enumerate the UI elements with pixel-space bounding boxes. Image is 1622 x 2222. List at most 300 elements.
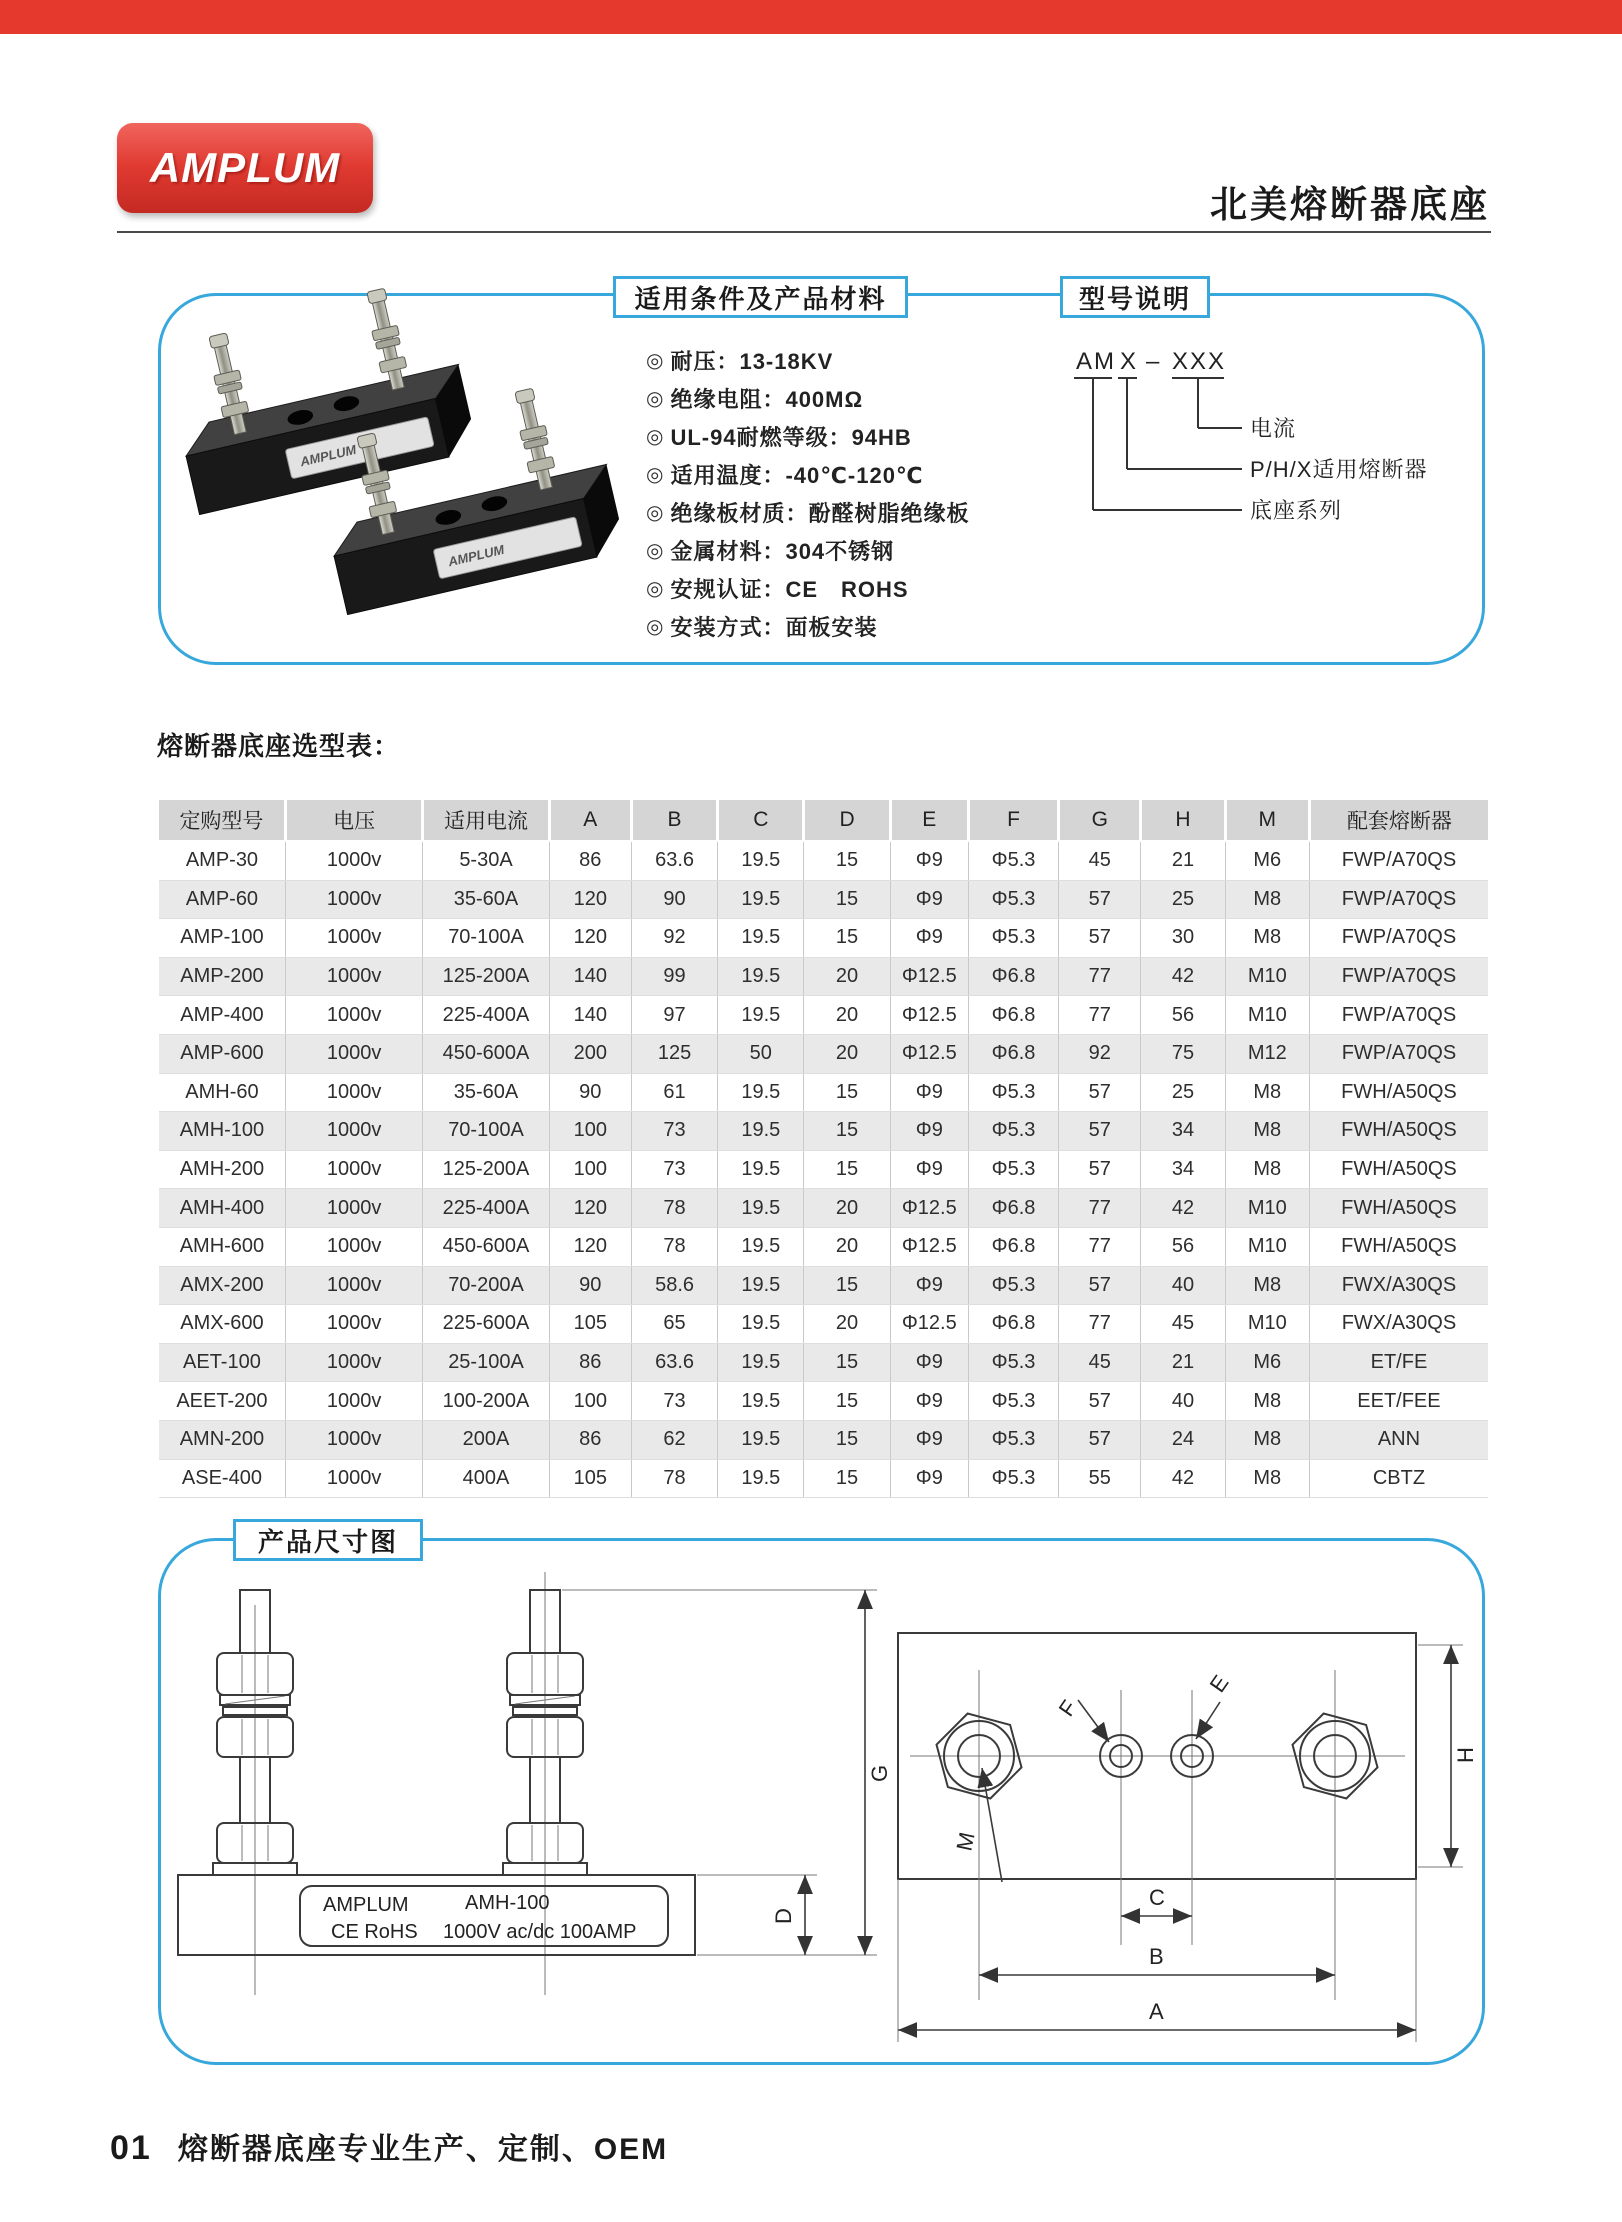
- table-cell: 42: [1141, 1459, 1225, 1498]
- dim-a-label: A: [1149, 1999, 1164, 2024]
- table-cell: 15: [804, 1150, 890, 1189]
- table-cell: Φ5.3: [968, 919, 1058, 958]
- table-cell: 225-400A: [423, 996, 549, 1035]
- table-row: [159, 1343, 1488, 1382]
- table-body: [159, 841, 1488, 1498]
- dim-g-label: G: [867, 1764, 892, 1782]
- conditions-list: [646, 341, 969, 645]
- table-cell: 57: [1059, 1382, 1141, 1421]
- dimension-drawings: [165, 1560, 1485, 2060]
- ring-bullet-icon: ◎: [646, 539, 665, 562]
- table-cell: Φ9: [890, 1420, 968, 1459]
- table-cell: FWP/A70QS: [1309, 957, 1488, 996]
- table-cell: Φ5.3: [968, 1150, 1058, 1189]
- table-cell: Φ12.5: [890, 1305, 968, 1344]
- table-row: [159, 1459, 1488, 1498]
- table-cell: 73: [631, 1382, 717, 1421]
- table-cell: ANN: [1309, 1420, 1488, 1459]
- table-cell: 56: [1141, 1227, 1225, 1266]
- table-cell: 78: [631, 1189, 717, 1228]
- table-cell: FWH/A50QS: [1309, 1112, 1488, 1151]
- table-cell: FWH/A50QS: [1309, 1073, 1488, 1112]
- table-cell: 1000v: [285, 1073, 422, 1112]
- table-cell: M10: [1225, 1227, 1309, 1266]
- table-cell: 105: [549, 1459, 631, 1498]
- table-cell: 1000v: [285, 1034, 422, 1073]
- table-cell: 120: [549, 1227, 631, 1266]
- table-cell: Φ9: [890, 841, 968, 880]
- table-cell: 42: [1141, 957, 1225, 996]
- table-cell: 120: [549, 1189, 631, 1228]
- table-cell: Φ9: [890, 919, 968, 958]
- table-head: [159, 800, 1488, 841]
- table-cell: M10: [1225, 1305, 1309, 1344]
- table-cell: Φ6.8: [968, 957, 1058, 996]
- model-code-amps: XXX: [1172, 348, 1227, 375]
- table-cell: 45: [1141, 1305, 1225, 1344]
- table-cell: 35-60A: [423, 880, 549, 919]
- table-cell: Φ9: [890, 880, 968, 919]
- table-cell: FWH/A50QS: [1309, 1227, 1488, 1266]
- condition-item: [646, 493, 969, 531]
- table-cell: 25: [1141, 1073, 1225, 1112]
- table-row: [159, 1227, 1488, 1266]
- table-cell: 15: [804, 1266, 890, 1305]
- table-cell: 63.6: [631, 1343, 717, 1382]
- table-cell: 15: [804, 919, 890, 958]
- table-cell: Φ9: [890, 1266, 968, 1305]
- table-cell: 78: [631, 1459, 717, 1498]
- table-cell: 90: [631, 880, 717, 919]
- table-cell: 19.5: [718, 1227, 804, 1266]
- top-red-band: [0, 0, 1622, 34]
- table-cell: CBTZ: [1309, 1459, 1488, 1498]
- table-cell: AMP-600: [159, 1034, 285, 1073]
- table-cell: 19.5: [718, 1305, 804, 1344]
- ring-bullet-icon: ◎: [646, 501, 665, 524]
- table-cell: 19.5: [718, 880, 804, 919]
- table-cell: 42: [1141, 1189, 1225, 1228]
- table-cell: 61: [631, 1073, 717, 1112]
- table-header-cell: C: [718, 800, 804, 841]
- table-cell: Φ9: [890, 1112, 968, 1151]
- table-cell: FWX/A30QS: [1309, 1266, 1488, 1305]
- table-cell: 19.5: [718, 1073, 804, 1112]
- table-cell: 20: [804, 957, 890, 996]
- ring-bullet-icon: ◎: [646, 615, 665, 638]
- table-cell: FWX/A30QS: [1309, 1305, 1488, 1344]
- condition-text: 绝缘板材质：酚醛树脂绝缘板: [670, 500, 970, 526]
- table-row: [159, 1266, 1488, 1305]
- table-cell: AMH-60: [159, 1073, 285, 1112]
- table-cell: 25: [1141, 880, 1225, 919]
- dim-h-label: H: [1453, 1747, 1478, 1763]
- table-cell: M6: [1225, 1343, 1309, 1382]
- table-cell: 1000v: [285, 1343, 422, 1382]
- table-cell: 450-600A: [423, 1034, 549, 1073]
- table-cell: 77: [1059, 1305, 1141, 1344]
- table-cell: 34: [1141, 1150, 1225, 1189]
- table-cell: 100: [549, 1112, 631, 1151]
- plate-brand: AMPLUM: [323, 1894, 409, 1916]
- dim-d-label: D: [771, 1908, 796, 1924]
- table-cell: 225-400A: [423, 1189, 549, 1228]
- table-cell: 19.5: [718, 1150, 804, 1189]
- table-cell: 20: [804, 1305, 890, 1344]
- table-cell: 24: [1141, 1420, 1225, 1459]
- table-row: [159, 1150, 1488, 1189]
- table-cell: 25-100A: [423, 1343, 549, 1382]
- table-header-cell: 适用电流: [423, 800, 549, 841]
- table-cell: 200: [549, 1034, 631, 1073]
- table-cell: Φ9: [890, 1073, 968, 1112]
- table-cell: M8: [1225, 1266, 1309, 1305]
- table-cell: 40: [1141, 1266, 1225, 1305]
- table-cell: 19.5: [718, 1420, 804, 1459]
- top-view-drawing: [898, 1633, 1478, 2042]
- table-cell: 20: [804, 1227, 890, 1266]
- table-cell: 77: [1059, 996, 1141, 1035]
- table-cell: 19.5: [718, 1112, 804, 1151]
- table-cell: Φ12.5: [890, 1227, 968, 1266]
- table-cell: 1000v: [285, 1420, 422, 1459]
- table-cell: Φ12.5: [890, 996, 968, 1035]
- table-header-cell: F: [968, 800, 1058, 841]
- table-cell: 1000v: [285, 996, 422, 1035]
- table-cell: 62: [631, 1420, 717, 1459]
- dim-e-label: E: [1204, 1670, 1234, 1697]
- table-row: [159, 919, 1488, 958]
- table-row: [159, 1073, 1488, 1112]
- table-cell: M8: [1225, 1150, 1309, 1189]
- brand-logo-text: AMPLUM: [149, 144, 341, 191]
- table-cell: 125: [631, 1034, 717, 1073]
- model-heading: 型号说明: [1060, 276, 1210, 318]
- table-header-cell: G: [1059, 800, 1141, 841]
- condition-text: 安规认证：CE ROHS: [670, 576, 909, 602]
- condition-text: 适用温度：-40℃-120℃: [670, 462, 924, 488]
- table-cell: 1000v: [285, 1266, 422, 1305]
- table-row: [159, 1034, 1488, 1073]
- table-cell: M10: [1225, 957, 1309, 996]
- table-cell: Φ5.3: [968, 1343, 1058, 1382]
- table-cell: Φ6.8: [968, 996, 1058, 1035]
- plate-cert: CE RoHS: [331, 1921, 418, 1943]
- table-cell: 1000v: [285, 1305, 422, 1344]
- table-cell: Φ9: [890, 1382, 968, 1421]
- table-cell: M8: [1225, 880, 1309, 919]
- table-cell: Φ9: [890, 1459, 968, 1498]
- table-cell: AMP-400: [159, 996, 285, 1035]
- table-cell: Φ5.3: [968, 1112, 1058, 1151]
- table-header-cell: 配套熔断器: [1309, 800, 1488, 841]
- condition-text: 绝缘电阻：400MΩ: [670, 386, 864, 412]
- table-cell: 86: [549, 841, 631, 880]
- condition-item: [646, 455, 969, 493]
- table-header-cell: 电压: [285, 800, 422, 841]
- ring-bullet-icon: ◎: [646, 425, 665, 448]
- model-code-variant: X: [1120, 348, 1139, 375]
- table-cell: Φ5.3: [968, 880, 1058, 919]
- table-cell: 77: [1059, 1227, 1141, 1266]
- table-cell: 120: [549, 919, 631, 958]
- table-cell: 19.5: [718, 957, 804, 996]
- table-cell: 15: [804, 880, 890, 919]
- table-cell: 19.5: [718, 919, 804, 958]
- condition-item: [646, 531, 969, 569]
- table-cell: Φ6.8: [968, 1305, 1058, 1344]
- table-cell: Φ6.8: [968, 1227, 1058, 1266]
- table-cell: 1000v: [285, 919, 422, 958]
- table-cell: FWP/A70QS: [1309, 1034, 1488, 1073]
- table-cell: M8: [1225, 1382, 1309, 1421]
- table-cell: AMX-600: [159, 1305, 285, 1344]
- model-label-fuse: P/H/X适用熔断器: [1250, 457, 1428, 482]
- table-cell: 1000v: [285, 880, 422, 919]
- table-row: [159, 1382, 1488, 1421]
- plate-model: AMH-100: [465, 1892, 550, 1914]
- model-code-dash: –: [1146, 348, 1162, 375]
- ring-bullet-icon: ◎: [646, 577, 665, 600]
- table-header-cell: D: [804, 800, 890, 841]
- table-cell: 19.5: [718, 1382, 804, 1421]
- table-row: [159, 841, 1488, 880]
- condition-text: UL-94耐燃等级：94HB: [670, 424, 912, 450]
- table-cell: FWH/A50QS: [1309, 1150, 1488, 1189]
- table-cell: 70-200A: [423, 1266, 549, 1305]
- table-cell: Φ12.5: [890, 957, 968, 996]
- condition-text: 安装方式：面板安装: [670, 614, 878, 640]
- table-cell: Φ5.3: [968, 1073, 1058, 1112]
- table-cell: AMH-200: [159, 1150, 285, 1189]
- table-cell: 140: [549, 996, 631, 1035]
- table-cell: M8: [1225, 919, 1309, 958]
- table-cell: 63.6: [631, 841, 717, 880]
- table-cell: 1000v: [285, 1382, 422, 1421]
- table-cell: M8: [1225, 1112, 1309, 1151]
- page-title: 北美熔断器底座: [1210, 184, 1490, 225]
- table-cell: 125-200A: [423, 957, 549, 996]
- table-cell: 450-600A: [423, 1227, 549, 1266]
- table-cell: 57: [1059, 1266, 1141, 1305]
- table-header-cell: A: [549, 800, 631, 841]
- table-cell: 73: [631, 1112, 717, 1151]
- table-cell: 105: [549, 1305, 631, 1344]
- table-cell: 15: [804, 1459, 890, 1498]
- table-cell: 19.5: [718, 1266, 804, 1305]
- table-cell: 1000v: [285, 1112, 422, 1151]
- condition-text: 金属材料：304不锈钢: [670, 538, 895, 564]
- table-cell: 77: [1059, 957, 1141, 996]
- ring-bullet-icon: ◎: [646, 463, 665, 486]
- table-row: [159, 957, 1488, 996]
- table-cell: 20: [804, 1034, 890, 1073]
- table-cell: 21: [1141, 1343, 1225, 1382]
- table-cell: AMX-200: [159, 1266, 285, 1305]
- dimensions-heading: 产品尺寸图: [233, 1519, 423, 1561]
- table-cell: 57: [1059, 919, 1141, 958]
- table-cell: AMP-60: [159, 880, 285, 919]
- table-cell: ET/FE: [1309, 1343, 1488, 1382]
- table-cell: 90: [549, 1073, 631, 1112]
- table-cell: AMP-100: [159, 919, 285, 958]
- table-cell: Φ9: [890, 1343, 968, 1382]
- model-label-series: 底座系列: [1250, 498, 1343, 523]
- ring-bullet-icon: ◎: [646, 349, 665, 372]
- table-cell: 73: [631, 1150, 717, 1189]
- table-cell: 70-100A: [423, 919, 549, 958]
- dim-b-label: B: [1149, 1944, 1164, 1969]
- table-cell: AMH-600: [159, 1227, 285, 1266]
- condition-text: 耐压：13-18KV: [670, 348, 834, 374]
- table-cell: AET-100: [159, 1343, 285, 1382]
- table-cell: 1000v: [285, 1150, 422, 1189]
- table-cell: FWH/A50QS: [1309, 1189, 1488, 1228]
- table-cell: FWP/A70QS: [1309, 919, 1488, 958]
- table-cell: ASE-400: [159, 1459, 285, 1498]
- table-row: [159, 1112, 1488, 1151]
- dim-m-label: M: [951, 1829, 980, 1854]
- condition-item: [646, 417, 969, 455]
- table-cell: 86: [549, 1420, 631, 1459]
- condition-item: [646, 379, 969, 417]
- conditions-heading: 适用条件及产品材料: [613, 276, 908, 318]
- footer-text: 熔断器底座专业生产、定制、OEM: [177, 2133, 669, 2166]
- model-code-diagram: [1060, 345, 1470, 535]
- table-cell: AMN-200: [159, 1420, 285, 1459]
- table-cell: M8: [1225, 1073, 1309, 1112]
- table-cell: 100: [549, 1150, 631, 1189]
- table-cell: 19.5: [718, 996, 804, 1035]
- table-cell: 92: [631, 919, 717, 958]
- table-cell: 57: [1059, 880, 1141, 919]
- table-cell: 125-200A: [423, 1150, 549, 1189]
- table-cell: 200A: [423, 1420, 549, 1459]
- table-cell: 1000v: [285, 957, 422, 996]
- table-cell: AMH-100: [159, 1112, 285, 1151]
- table-cell: 77: [1059, 1189, 1141, 1228]
- ring-bullet-icon: ◎: [646, 387, 665, 410]
- table-cell: AEET-200: [159, 1382, 285, 1421]
- table-cell: FWP/A70QS: [1309, 996, 1488, 1035]
- table-header-cell: M: [1225, 800, 1309, 841]
- dim-f-label: F: [1053, 1695, 1082, 1721]
- table-cell: 65: [631, 1305, 717, 1344]
- table-cell: Φ5.3: [968, 1459, 1058, 1498]
- table-cell: 1000v: [285, 1189, 422, 1228]
- table-cell: 35-60A: [423, 1073, 549, 1112]
- table-cell: M8: [1225, 1459, 1309, 1498]
- table-cell: M10: [1225, 1189, 1309, 1228]
- table-cell: 225-600A: [423, 1305, 549, 1344]
- table-cell: 56: [1141, 996, 1225, 1035]
- table-cell: 78: [631, 1227, 717, 1266]
- header-divider: [117, 231, 1491, 233]
- table-title: 熔断器底座选型表：: [157, 731, 401, 761]
- table-cell: AMP-200: [159, 957, 285, 996]
- table-cell: 15: [804, 1420, 890, 1459]
- table-cell: 15: [804, 1382, 890, 1421]
- table-cell: 15: [804, 841, 890, 880]
- table-cell: 19.5: [718, 1459, 804, 1498]
- table-cell: 400A: [423, 1459, 549, 1498]
- page-footer: [110, 2124, 668, 2168]
- table-cell: 15: [804, 1343, 890, 1382]
- table-cell: 19.5: [718, 841, 804, 880]
- condition-item: [646, 341, 969, 379]
- table-cell: EET/FEE: [1309, 1382, 1488, 1421]
- table-header-cell: H: [1141, 800, 1225, 841]
- table-cell: 70-100A: [423, 1112, 549, 1151]
- table-cell: 120: [549, 880, 631, 919]
- table-cell: M6: [1225, 841, 1309, 880]
- table-cell: Φ5.3: [968, 841, 1058, 880]
- condition-item: [646, 569, 969, 607]
- product-photo: AMPLUM: [168, 303, 598, 653]
- table-cell: Φ12.5: [890, 1034, 968, 1073]
- table-header-cell: E: [890, 800, 968, 841]
- table-header-cell: 定购型号: [159, 800, 285, 841]
- table-cell: 19.5: [718, 1189, 804, 1228]
- selection-table: [159, 800, 1488, 1498]
- table-cell: FWP/A70QS: [1309, 880, 1488, 919]
- table-cell: 1000v: [285, 1227, 422, 1266]
- table-cell: Φ9: [890, 1150, 968, 1189]
- table-row: [159, 1305, 1488, 1344]
- table-cell: M8: [1225, 1420, 1309, 1459]
- table-cell: Φ5.3: [968, 1382, 1058, 1421]
- table-cell: 45: [1059, 841, 1141, 880]
- table-cell: 15: [804, 1112, 890, 1151]
- table-cell: 1000v: [285, 841, 422, 880]
- table-cell: Φ5.3: [968, 1266, 1058, 1305]
- table-cell: 19.5: [718, 1343, 804, 1382]
- front-view-drawing: [178, 1572, 892, 1995]
- table-cell: 86: [549, 1343, 631, 1382]
- table-cell: 92: [1059, 1034, 1141, 1073]
- table-cell: 45: [1059, 1343, 1141, 1382]
- table-cell: 1000v: [285, 1459, 422, 1498]
- page-number: 01: [110, 2129, 152, 2167]
- table-cell: 57: [1059, 1420, 1141, 1459]
- table-cell: Φ5.3: [968, 1420, 1058, 1459]
- table-cell: 5-30A: [423, 841, 549, 880]
- table-cell: 100: [549, 1382, 631, 1421]
- table-row: [159, 1189, 1488, 1228]
- table-cell: M12: [1225, 1034, 1309, 1073]
- table-header-row: [159, 800, 1488, 841]
- table-cell: 99: [631, 957, 717, 996]
- brand-logo: [117, 123, 373, 213]
- table-cell: 75: [1141, 1034, 1225, 1073]
- table-cell: AMP-30: [159, 841, 285, 880]
- plate-rating: 1000V ac/dc 100AMP: [443, 1921, 637, 1943]
- dim-c-label: C: [1149, 1885, 1165, 1910]
- table-cell: 55: [1059, 1459, 1141, 1498]
- condition-item: [646, 607, 969, 645]
- table-cell: 57: [1059, 1112, 1141, 1151]
- table-header-cell: B: [631, 800, 717, 841]
- table-cell: 58.6: [631, 1266, 717, 1305]
- table-cell: FWP/A70QS: [1309, 841, 1488, 880]
- table-cell: Φ6.8: [968, 1189, 1058, 1228]
- table-row: [159, 880, 1488, 919]
- table-cell: 20: [804, 1189, 890, 1228]
- table-cell: 140: [549, 957, 631, 996]
- table-cell: 21: [1141, 841, 1225, 880]
- model-label-current: 电流: [1250, 416, 1297, 441]
- table-row: [159, 1420, 1488, 1459]
